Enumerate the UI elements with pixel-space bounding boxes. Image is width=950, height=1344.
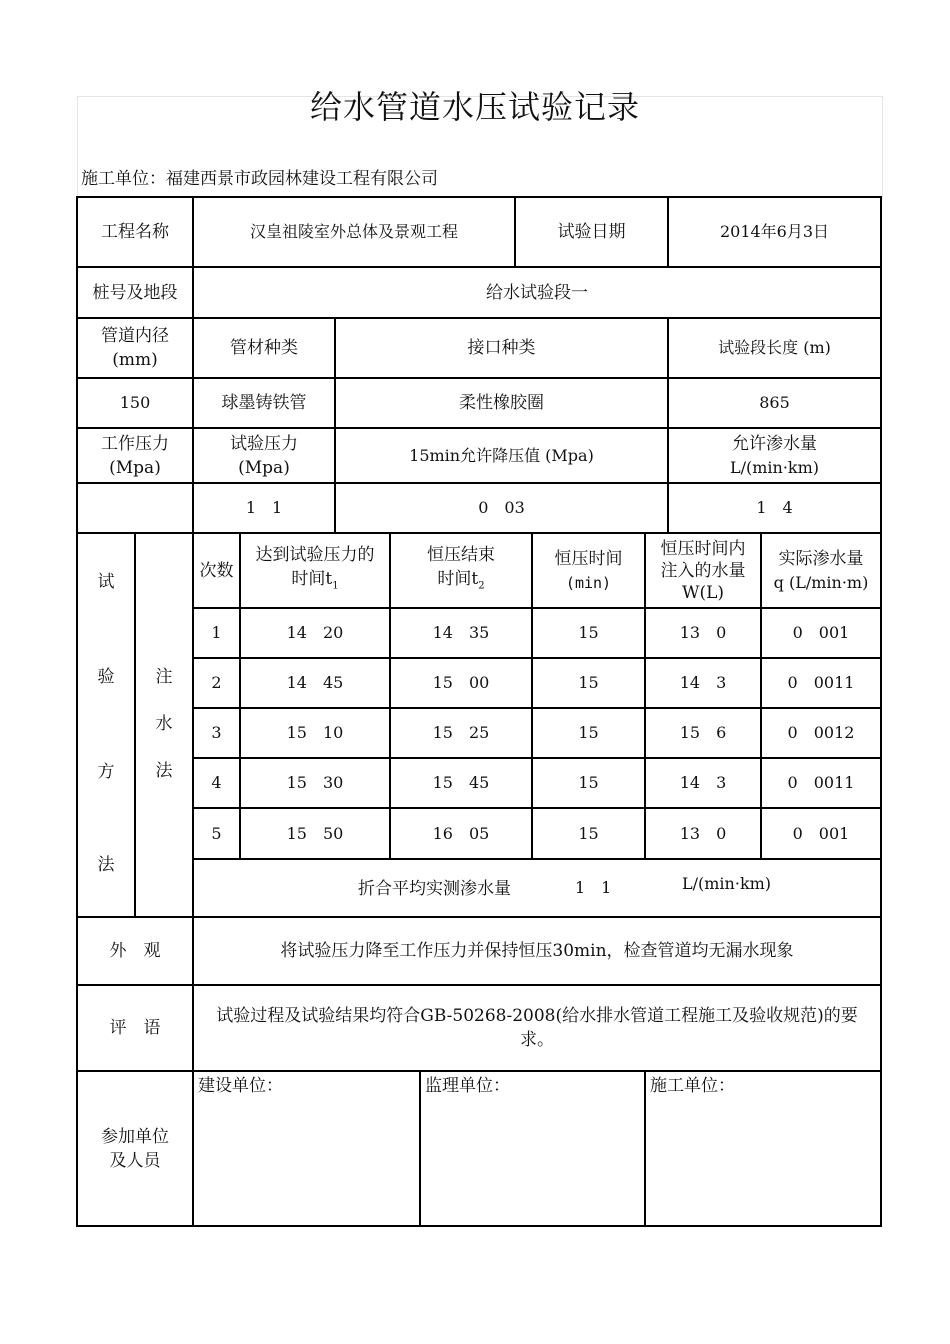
row-end-time: 16 05 bbox=[432, 823, 490, 843]
test-date-label: 试验日期 bbox=[557, 222, 626, 242]
row-end-time: 15 25 bbox=[432, 723, 490, 742]
end-time-header bbox=[391, 534, 531, 607]
row-hold-time: 15 bbox=[578, 773, 599, 792]
row-seepage: 0 001 bbox=[792, 823, 850, 843]
joint-value: 柔性橡胶圈 bbox=[459, 393, 544, 413]
allowed-seepage-value: 1 4 bbox=[756, 498, 793, 517]
average-unit: L/(min·km) bbox=[682, 874, 772, 893]
row-reach-time: 15 30 bbox=[286, 773, 344, 792]
supervisor-signature-field: 监理单位： bbox=[425, 1076, 510, 1096]
seepage-header-1: 实际渗水量 bbox=[778, 548, 864, 569]
working-pressure-value bbox=[78, 484, 192, 532]
constructor-signature-field: 施工单位： bbox=[650, 1076, 735, 1096]
page-title: 给水管道水压试验记录 bbox=[309, 88, 640, 126]
seepage-header-2: q (L/min·m) bbox=[773, 572, 869, 592]
allowed-seepage-label-1: 允许渗水量 bbox=[732, 433, 817, 454]
participants-label-1: 参加单位 bbox=[101, 1126, 169, 1147]
row-seepage: 0 0011 bbox=[787, 773, 855, 792]
row-end-time: 15 00 bbox=[432, 673, 490, 692]
comment-value: 试验过程及试验结果均符合GB-50268-2008(给水排水管道工程施工及验收规范)的要求。 bbox=[216, 1006, 858, 1050]
row-reach-time: 15 50 bbox=[286, 823, 344, 843]
hold-time-header-1: 恒压时间 bbox=[554, 548, 623, 569]
working-pressure-label: 工作压力(Mpa) bbox=[101, 433, 169, 478]
row-count: 5 bbox=[211, 823, 222, 843]
row-reach-time: 14 20 bbox=[286, 623, 344, 642]
row-end-time: 14 35 bbox=[432, 623, 490, 642]
count-header: 次数 bbox=[199, 560, 234, 581]
water-header-2: 注入的水量 bbox=[660, 560, 746, 581]
row-seepage: 0 0012 bbox=[787, 723, 855, 742]
length-label: 试验段长度 (m) bbox=[718, 338, 831, 357]
row-count: 3 bbox=[211, 723, 222, 742]
project-name-label: 工程名称 bbox=[101, 222, 169, 242]
appearance-value: 将试验压力降至工作压力并保持恒压30min，检查管道均无漏水现象 bbox=[280, 941, 794, 961]
end-time-header-1: 恒压结束 bbox=[427, 544, 495, 565]
allowed-seepage-label-2: L/(min·km) bbox=[729, 457, 820, 477]
average-value: 1 1 bbox=[575, 878, 612, 897]
water-header bbox=[646, 534, 760, 607]
reach-time-header bbox=[241, 534, 389, 607]
project-name-value: 汉皇祖陵室外总体及景观工程 bbox=[249, 222, 458, 241]
allowed-drop-label: 15min允许降压值 (Mpa) bbox=[409, 445, 594, 465]
seepage-header bbox=[762, 534, 880, 607]
section-label: 桩号及地段 bbox=[92, 282, 178, 303]
row-hold-time: 15 bbox=[578, 623, 599, 642]
material-value: 球墨铸铁管 bbox=[221, 393, 307, 413]
test-date-value: 2014年6月3日 bbox=[719, 222, 830, 241]
inner-diameter-value: 150 bbox=[119, 393, 151, 412]
row-reach-time: 14 45 bbox=[286, 673, 344, 692]
row-end-time: 15 45 bbox=[432, 773, 490, 792]
reach-time-header-2 bbox=[291, 567, 338, 598]
row-count: 4 bbox=[211, 773, 222, 792]
test-pressure-label: 试验压力(Mpa) bbox=[230, 433, 298, 478]
row-hold-time: 15 bbox=[578, 723, 599, 742]
method-char-4: 法 bbox=[97, 855, 115, 875]
water-header-1: 恒压时间内 bbox=[660, 538, 746, 559]
hold-time-header-2: (min) bbox=[565, 573, 612, 592]
reach-time-header-1: 达到试验压力的 bbox=[255, 544, 375, 565]
row-seepage: 0 001 bbox=[792, 623, 850, 642]
participants-label-2: 及人员 bbox=[109, 1150, 161, 1171]
row-count: 2 bbox=[211, 673, 222, 692]
row-reach-time: 15 10 bbox=[286, 723, 344, 742]
material-label: 管材种类 bbox=[230, 338, 298, 358]
row-water: 14 3 bbox=[679, 773, 727, 792]
injection-char-1: 注 bbox=[155, 667, 173, 687]
water-header-3: W(L) bbox=[681, 582, 725, 603]
test-pressure-value: 1 1 bbox=[245, 498, 283, 517]
method-char-2: 验 bbox=[97, 667, 115, 687]
row-water: 14 3 bbox=[679, 673, 727, 692]
allowed-drop-value: 0 03 bbox=[478, 498, 525, 517]
injection-char-3: 法 bbox=[155, 761, 173, 781]
reach-time-header-text: 时间t bbox=[291, 568, 333, 589]
section-value: 给水试验段一 bbox=[486, 282, 588, 303]
row-seepage: 0 0011 bbox=[787, 673, 855, 692]
allowed-seepage-label bbox=[669, 429, 880, 482]
builder-signature-field: 建设单位： bbox=[198, 1076, 283, 1096]
length-value: 865 bbox=[759, 393, 790, 412]
joint-label: 接口种类 bbox=[467, 338, 536, 358]
row-hold-time: 15 bbox=[578, 823, 599, 843]
row-water: 15 6 bbox=[679, 723, 727, 742]
reach-time-subscript: 1 bbox=[332, 580, 339, 592]
participants-label bbox=[78, 1072, 192, 1225]
end-time-header-text: 时间t bbox=[437, 568, 479, 589]
average-label: 折合平均实测渗水量 bbox=[358, 879, 511, 899]
row-hold-time: 15 bbox=[578, 673, 599, 692]
end-time-header-2 bbox=[437, 567, 484, 598]
row-count: 1 bbox=[211, 623, 222, 642]
end-time-subscript: 2 bbox=[478, 580, 485, 592]
inner-diameter-label: 管道内径(mm) bbox=[101, 326, 169, 370]
appearance-label: 外 观 bbox=[109, 941, 161, 961]
injection-char-2: 水 bbox=[155, 714, 173, 734]
row-water: 13 0 bbox=[679, 823, 727, 843]
method-char-1: 试 bbox=[97, 572, 115, 592]
construction-unit-line: 施工单位：福建西景市政园林建设工程有限公司 bbox=[81, 169, 438, 189]
method-char-3: 方 bbox=[97, 762, 115, 782]
row-water: 13 0 bbox=[679, 623, 727, 642]
comment-label: 评 语 bbox=[109, 1018, 161, 1038]
hold-time-header bbox=[533, 534, 644, 607]
